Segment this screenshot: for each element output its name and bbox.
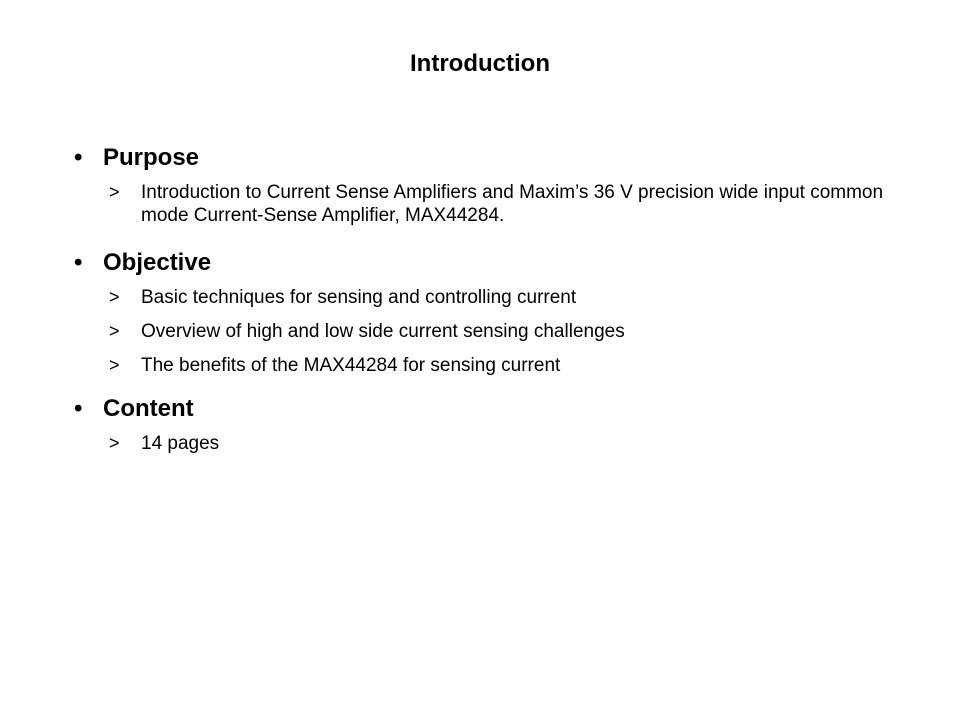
section-purpose (74, 144, 894, 227)
section-heading-label: Content (103, 395, 194, 422)
chevron-right-icon: > (109, 433, 120, 453)
section-objective (74, 249, 894, 377)
list-item-text: 14 pages (141, 433, 220, 454)
list-item (73, 354, 894, 377)
section-heading-label: Objective (103, 249, 212, 276)
slide-title: Introduction (410, 50, 550, 77)
chevron-right-icon: > (109, 321, 120, 341)
bullet-icon: • (74, 395, 83, 422)
list-item-text: Introduction to Current Sense Amplifiers and Maxim’s 36 V precision wide input common mode Current-Sense Amplifier, MAX44284. (141, 182, 884, 226)
section-heading (74, 249, 894, 277)
bullet-icon: • (74, 249, 83, 276)
section-heading (74, 395, 894, 423)
chevron-right-icon: > (109, 355, 120, 375)
list-item (73, 286, 894, 309)
bullet-icon: • (74, 144, 83, 171)
list-item (73, 320, 894, 343)
list-item-text: The benefits of the MAX44284 for sensing current (141, 355, 561, 376)
chevron-right-icon: > (109, 287, 120, 307)
chevron-right-icon: > (109, 182, 120, 202)
list-item (73, 181, 901, 227)
section-heading-label: Purpose (103, 144, 200, 171)
section-content (74, 395, 894, 455)
list-item (73, 432, 894, 455)
list-item-text: Basic techniques for sensing and controlling current (141, 287, 577, 308)
section-heading (74, 144, 894, 172)
list-item-text: Overview of high and low side current sensing challenges (141, 321, 625, 342)
